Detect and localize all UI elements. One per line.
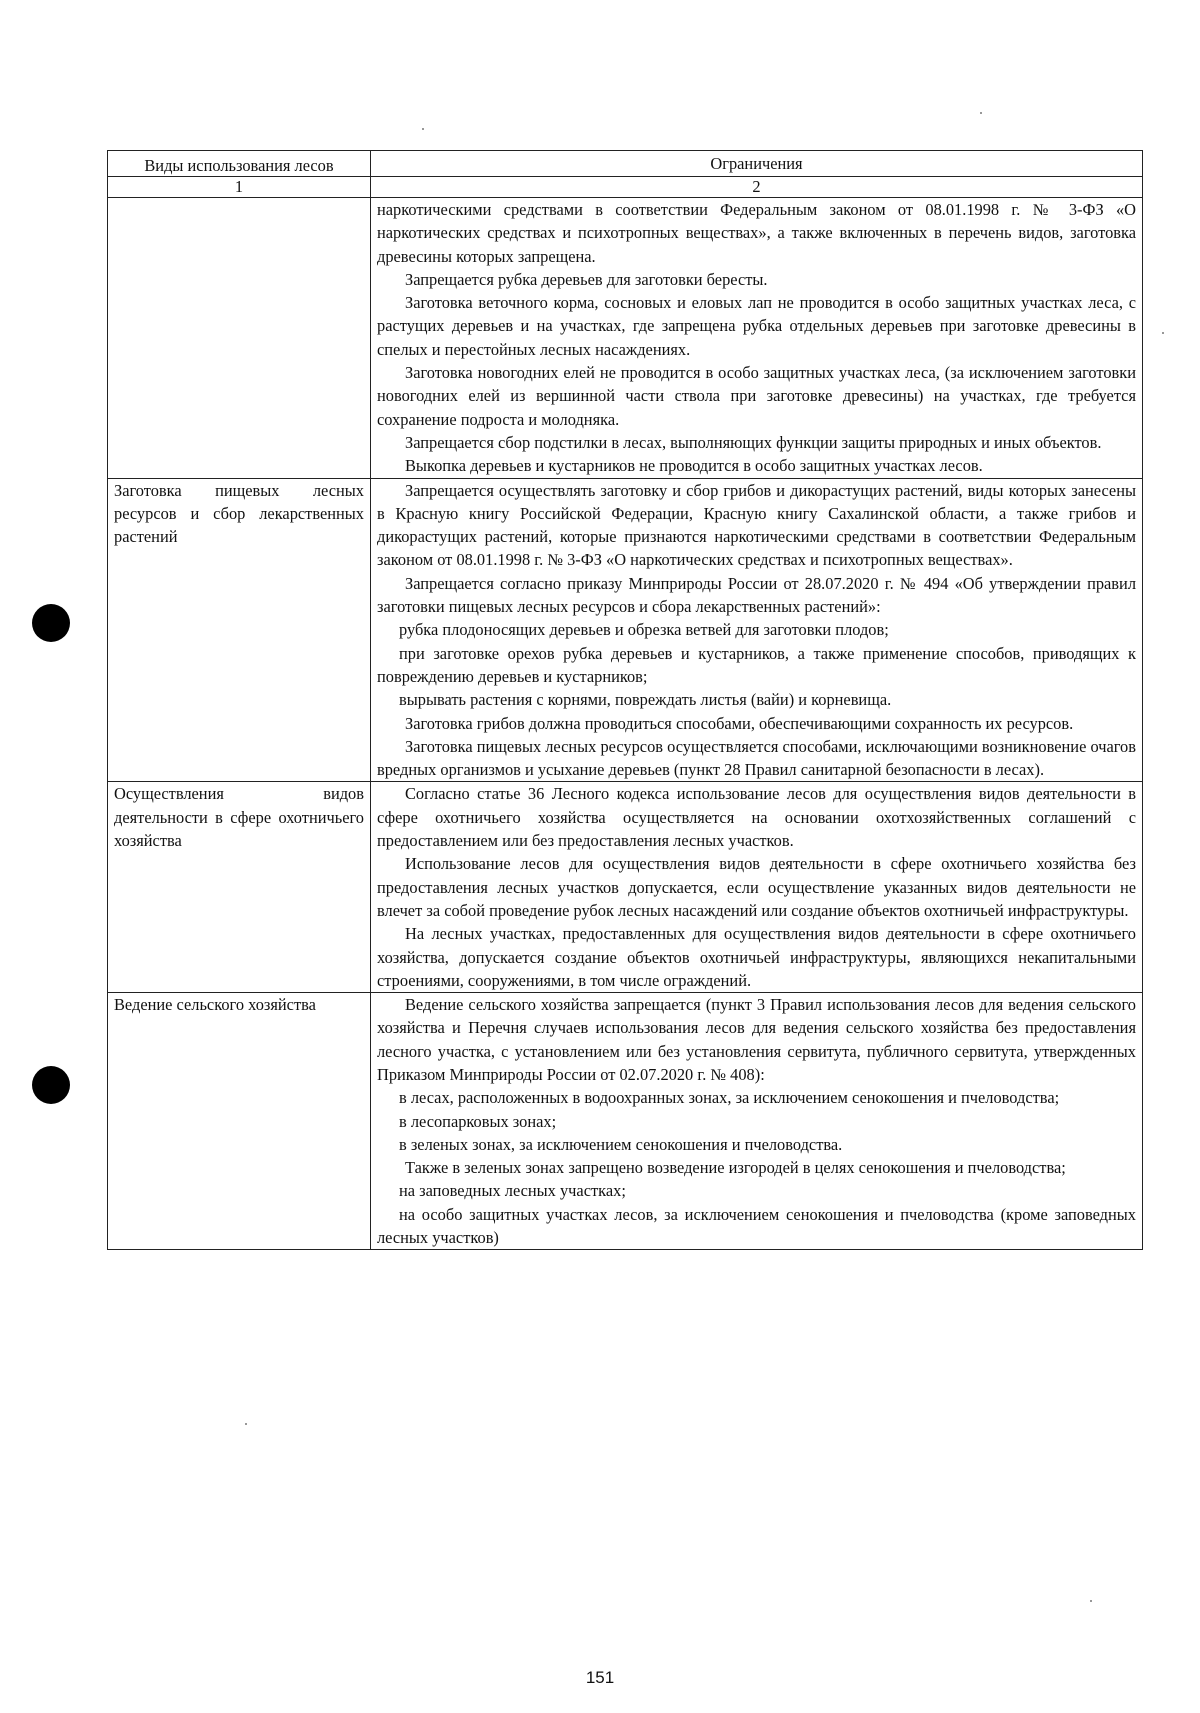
restriction-paragraph: Запрещается сбор подстилки в лесах, выполняющих функции защиты природных и иных объектов.: [405, 432, 1102, 452]
scan-speck: [1162, 332, 1164, 334]
page-number: 151: [585, 1668, 615, 1687]
restriction-paragraph: наркотическими средствами в соответствии Федеральным законом от 08.01.1998 г. № 3-ФЗ «О наркотических средствах и психотропных веществах», а также включенных в перечень видов, заготовка древесины которых запрещена.: [377, 200, 1136, 266]
forest-use-type-cell: [108, 782, 371, 993]
restriction-list-item: на заповедных лесных участках;: [399, 1181, 626, 1201]
restriction-paragraph: Ведение сельского хозяйства запрещается (пункт 3 Правил использования лесов для ведения сельского хозяйства и Перечня случаев использования лесов для ведения сельского хозяйства без предоставления лесного участка, с установлением или без установления сервитута, публичного сервитута, утвержденных Приказом Минприроды России от 02.07.2020 г. № 408):: [377, 995, 1136, 1084]
forest-use-type: Заготовка пищевых лесных ресурсов и сбор лекарственных растений: [114, 480, 364, 547]
forest-use-type-cell: [108, 478, 371, 782]
restrictions-cell: [371, 782, 1143, 993]
table-header-row: [108, 151, 1143, 177]
table-number-row: [108, 177, 1143, 198]
forest-use-type-cell: [108, 198, 371, 479]
scan-speck: [245, 1423, 247, 1425]
restrictions-cell: [371, 478, 1143, 782]
forest-use-type-cell: [108, 993, 371, 1250]
restriction-list-item: вырывать растения с корнями, повреждать листья (вайи) и корневища.: [399, 690, 892, 710]
restriction-paragraph: Запрещается согласно приказу Минприроды России от 28.07.2020 г. № 494 «Об утверждении правил заготовки пищевых лесных ресурсов и сбора лекарственных растений»:: [377, 573, 1136, 617]
restriction-paragraph: Заготовка новогодних елей не проводится в особо защитных участках леса, (за исключением заготовки новогодних елей из вершинной части ствола при заготовке древесины) на участках, где требуется сохранение подроста и молодняка.: [377, 363, 1136, 429]
scan-speck: [1090, 1600, 1092, 1602]
punch-hole-mark: [32, 604, 70, 642]
restriction-list-item: в зеленых зонах, за исключением сенокошения и пчеловодства.: [399, 1134, 843, 1154]
restrictions-cell: [371, 198, 1143, 479]
restriction-paragraph: Заготовка веточного корма, сосновых и еловых лап не проводится в особо защитных участках леса, с растущих деревьев и на участках, где запрещена рубка отдельных деревьев при заготовке древесины в спелых и перестойных лесных насаждениях.: [377, 293, 1136, 359]
restriction-paragraph: Согласно статье 36 Лесного кодекса использование лесов для осуществления видов деятельности в сфере охотничьего хозяйства осуществляется на основании охотхозяйственных соглашений с предоставлением или без предоставления лесных участков.: [377, 784, 1136, 851]
restriction-list-item: в лесах, расположенных в водоохранных зонах, за исключением сенокошения и пчеловодства;: [399, 1088, 1060, 1108]
punch-hole-mark: [32, 1066, 70, 1104]
restriction-list-item: в лесопарковых зонах;: [399, 1111, 557, 1131]
forest-use-type: Ведение сельского хозяйства: [114, 995, 316, 1015]
scan-speck: [980, 112, 982, 114]
header-col-restrictions: Ограничения: [371, 151, 1143, 177]
restriction-paragraph: Запрещается осуществлять заготовку и сбор грибов и дикорастущих растений, виды которых занесены в Красную книгу Российской Федерации, Красную книгу Сахалинской области, а также грибов и дикорастущих растений, которые признаются наркотическими средствами в соответствии Федеральным законом от 08.01.1998 г. № 3-ФЗ «О наркотических средствах и психотропных веществах».: [377, 480, 1136, 570]
restriction-list-item: рубка плодоносящих деревьев и обрезка ветвей для заготовки плодов;: [399, 620, 889, 640]
restriction-paragraph: Заготовка пищевых лесных ресурсов осуществляется способами, исключающими возникновение очагов вредных организмов и усыхание деревьев (пункт 28 Правил санитарной безопасности в лесах).: [377, 736, 1136, 780]
header-col-forest-use: Виды использования лесов: [108, 151, 371, 177]
restrictions-cell: [371, 993, 1143, 1250]
column-number-2: 2: [371, 177, 1143, 198]
scan-speck: [422, 128, 424, 130]
restriction-list-item: при заготовке орехов рубка деревьев и кустарников, а также применение способов, приводящих к повреждению деревьев и кустарников;: [377, 643, 1136, 686]
restriction-paragraph: На лесных участках, предоставленных для осуществления видов деятельности в сфере охотничьего хозяйства, допускается создание объектов охотничьей инфраструктуры, являющихся некапитальными строениями, сооружениями, в том числе ограждений.: [377, 924, 1136, 990]
forest-use-type: Осуществления видов деятельности в сфере охотничьего хозяйства: [114, 784, 364, 851]
restriction-paragraph: Использование лесов для осуществления видов деятельности в сфере охотничьего хозяйства без предоставления лесных участков допускается, если осуществление указанных видов деятельности не влечет за собой проведение рубок лесных насаждений или создание объектов охотничьей инфраструктуры.: [377, 854, 1136, 920]
table-row: [108, 993, 1143, 1250]
column-number-1: 1: [108, 177, 371, 198]
table-row: [108, 478, 1143, 782]
restriction-paragraph: Запрещается рубка деревьев для заготовки бересты.: [405, 269, 768, 289]
restriction-list-item: на особо защитных участках лесов, за исключением сенокошения и пчеловодства (кроме заповедных лесных участков): [377, 1204, 1136, 1248]
restriction-paragraph: Заготовка грибов должна проводиться способами, обеспечивающими сохранность их ресурсов.: [405, 713, 1074, 733]
table-row: [108, 198, 1143, 479]
restrictions-table: [107, 150, 1143, 1250]
restriction-paragraph: Также в зеленых зонах запрещено возведение изгородей в целях сенокошения и пчеловодства;: [405, 1158, 1066, 1178]
restriction-paragraph: Выкопка деревьев и кустарников не проводится в особо защитных участках лесов.: [405, 456, 983, 476]
table-row: [108, 782, 1143, 993]
